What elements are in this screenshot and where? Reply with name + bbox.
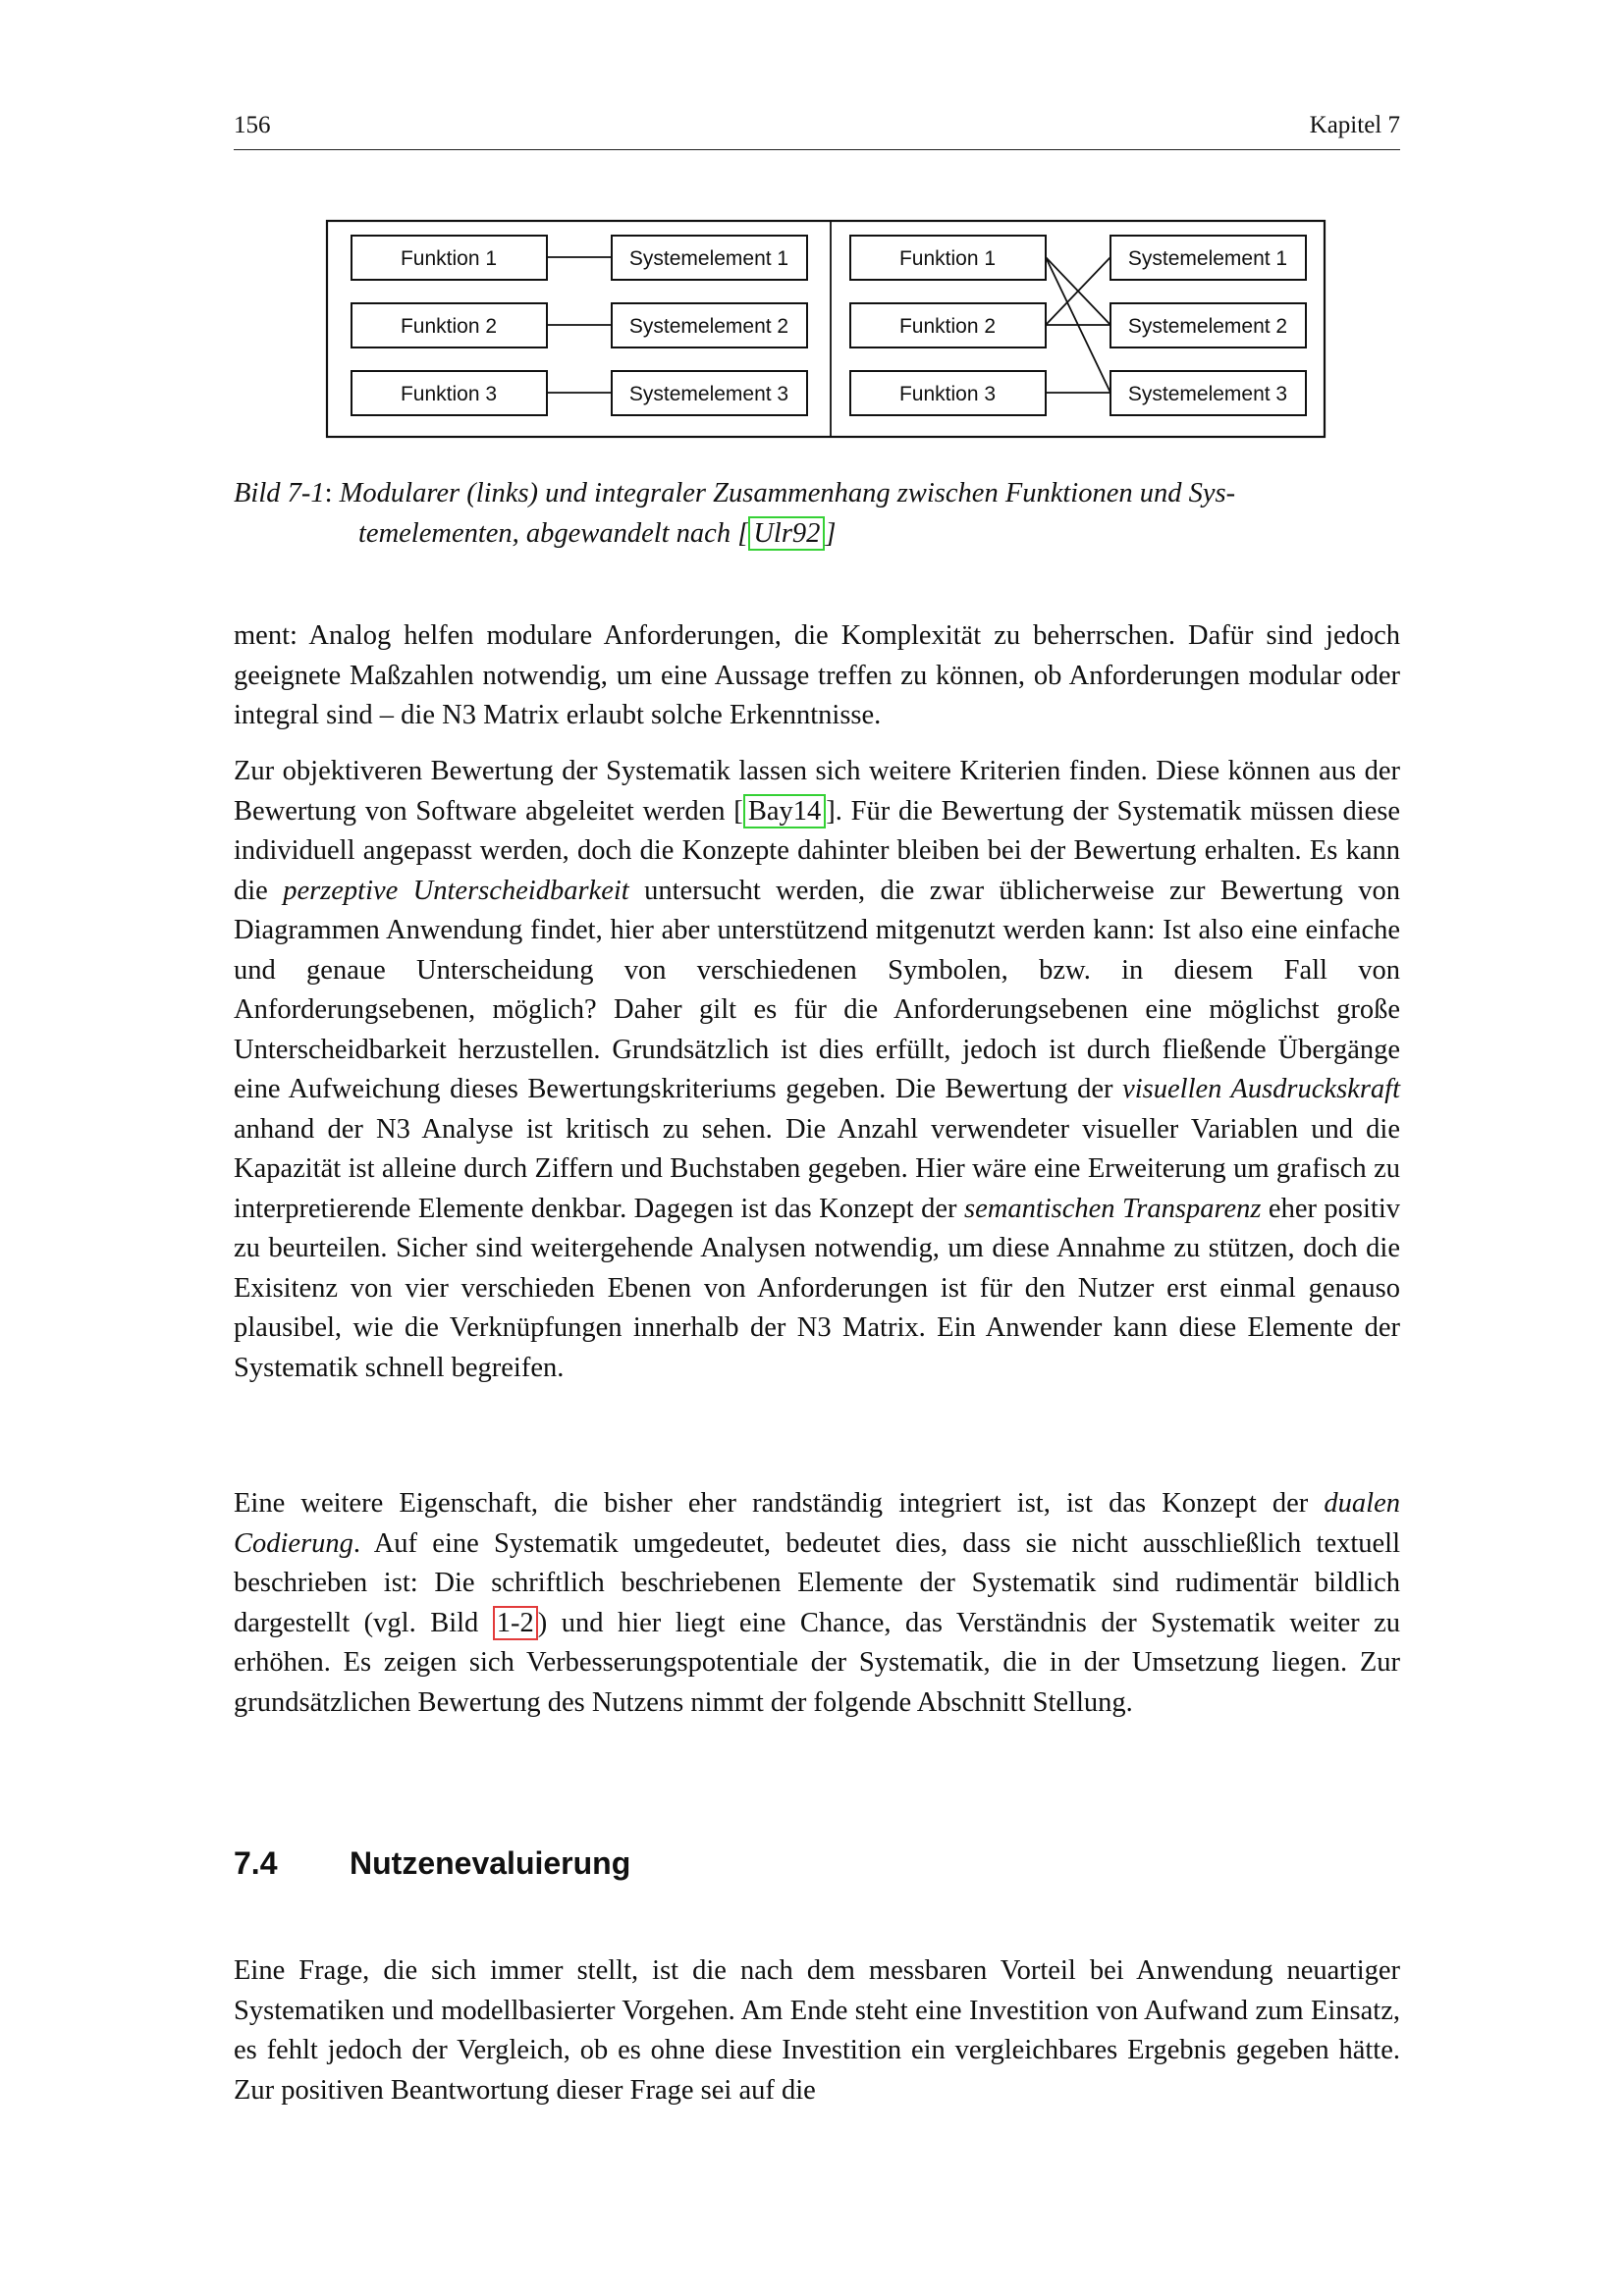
p3-text-b: . Auf eine Systematik umgedeutet, bedeutet dies, dass sie nicht ausschließlich textuell beschrieben ist: Die schriftlich beschriebenen Elemente der Systematik sind rudimentär bildlich dargestellt (vgl. Bild [234, 1527, 1400, 1638]
left-function-3-label: Funktion 3 [400, 383, 498, 405]
left-function-1-label: Funktion 1 [400, 247, 498, 270]
p3-text-c: ) und hier liegt eine Chance, das Verständnis der Systematik weiter zu erhöhen. Es zeigen sich Verbesserungspotentiale der Systematik, die in der Umsetzung liegen. Zur grundsätzlichen Bewertung des Nutzens nimmt der folgende Abschnitt Stellung. [234, 1607, 1400, 1718]
citation-link-ulr92[interactable]: Ulr92 [748, 516, 825, 551]
paragraph-4: Eine Frage, die sich immer stellt, ist die nach dem messbaren Vorteil bei Anwendung neuartiger Systematiken und modellbasierter Vorgehen. Am Ende steht eine Investition von Aufwand zum Einsatz, es fehlt jedoch der Vergleich, ob es ohne diese Investition ein vergleichbares Ergebnis gegeben hätte. Zur positiven Beantwortung dieser Frage sei auf die [234, 1955, 1400, 2106]
figure-link-1-2[interactable]: 1-2 [493, 1606, 538, 1640]
page-number: 156 [234, 112, 271, 138]
caption-text-2: temelementen, abgewandelt nach [ [358, 518, 749, 549]
section-heading [234, 1845, 630, 1882]
citation-link-bay14[interactable]: Bay14 [743, 794, 826, 828]
section-title: Nutzenevaluierung [350, 1845, 631, 1881]
p3-emphasis: dualen Codierung [234, 1488, 1400, 1559]
p2-text-e: eher positiv zu beurteilen. Sicher sind weitergehende Analysen notwendig, um diese Annahme zu stützen, doch die Exisitenz von vier verschieden Ebenen von Anforderungen ist für den Nutzer erst einmal genauso plausibel, wie die Verknüpfungen innerhalb der N3 Matrix. Ein Anwender kann diese Elemente der Systematik schnell begreifen. [234, 1193, 1400, 1383]
left-element-2-label: Systemelement 2 [628, 315, 789, 338]
page-header [234, 110, 1400, 150]
left-element-1-label: Systemelement 1 [628, 247, 789, 270]
caption-label: Bild 7-1 [234, 478, 325, 508]
figure-caption [234, 473, 1400, 554]
p2-emphasis-2: visuellen Ausdruckskraft [1122, 1074, 1400, 1104]
right-function-2-label: Funktion 2 [898, 315, 997, 338]
right-function-1-label: Funktion 1 [898, 247, 997, 270]
p2-text-d: anhand der N3 Analyse ist kritisch zu sehen. Die Anzahl verwendeter visueller Variablen und die Kapazität ist alleine durch Ziffern und Buchstaben gegeben. Hier wäre eine Erweiterung um grafisch zu interpretierende Elemente denkbar. Dagegen ist das Konzept der [234, 1113, 1400, 1224]
paragraph-3 [234, 1484, 1400, 1723]
paragraph-1: ment: Analog helfen modulare Anforderungen, die Komplexität zu beherrschen. Dafür sind jedoch geeignete Maßzahlen notwendig, um eine Aussage treffen zu können, ob Anforderungen modular oder integral sind – die N3 Matrix erlaubt solche Erkenntnisse. [234, 620, 1400, 730]
paragraph-2 [234, 752, 1400, 1388]
caption-text-1: Modularer (links) und integraler Zusammenhang zwischen Funktionen und Sys- [339, 478, 1236, 508]
chapter-label: Kapitel 7 [1309, 112, 1400, 138]
caption-text-3: ] [825, 518, 837, 549]
p2-text-b: ]. Für die Bewertung der Systematik müssen diese individuell angepasst werden, doch die Konzepte dahinter bleiben bei der Bewertung erhalten. Es kann die [234, 795, 1400, 906]
caption-separator: : [324, 478, 340, 508]
left-element-3-label: Systemelement 3 [628, 383, 789, 405]
right-element-2-label: Systemelement 2 [1127, 315, 1288, 338]
right-element-1-label: Systemelement 1 [1127, 247, 1288, 270]
caption-line-2 [234, 513, 1400, 554]
p2-emphasis-1: perzeptive Unterscheidbarkeit [283, 875, 629, 906]
p3-text-a: Eine weitere Eigenschaft, die bisher eher randständig integriert ist, ist das Konzept der [234, 1488, 1325, 1519]
modular-integral-diagram [324, 218, 1327, 440]
right-function-3-label: Funktion 3 [898, 383, 997, 405]
caption-line-1 [234, 473, 1400, 513]
p2-text-a: Zur objektiveren Bewertung der Systematik lassen sich weitere Kriterien finden. Diese können aus der Bewertung von Software abgeleitet werden [ [234, 756, 1400, 827]
p2-text-c: untersucht werden, die zwar üblicherweise zur Bewertung von Diagrammen Anwendung findet, hier aber unterstützend mitgenutzt werden kann: Ist also eine einfache und genaue Unterscheidung von verschiedenen Symbolen, bzw. in diesem Fall von Anforderungsebenen, möglich? Daher gilt es für die Anforderungsebenen eine möglichst große Unterscheidbarkeit herzustellen. Grundsätzlich ist dies erfüllt, jedoch ist durch fließende Übergänge eine Aufweichung dieses Bewertungskriteriums gegeben. Die Bewertung der [234, 875, 1400, 1104]
p2-emphasis-3: semantischen Transparenz [964, 1193, 1262, 1224]
left-function-2-label: Funktion 2 [400, 315, 498, 338]
right-element-3-label: Systemelement 3 [1127, 383, 1288, 405]
section-number: 7.4 [234, 1845, 278, 1881]
